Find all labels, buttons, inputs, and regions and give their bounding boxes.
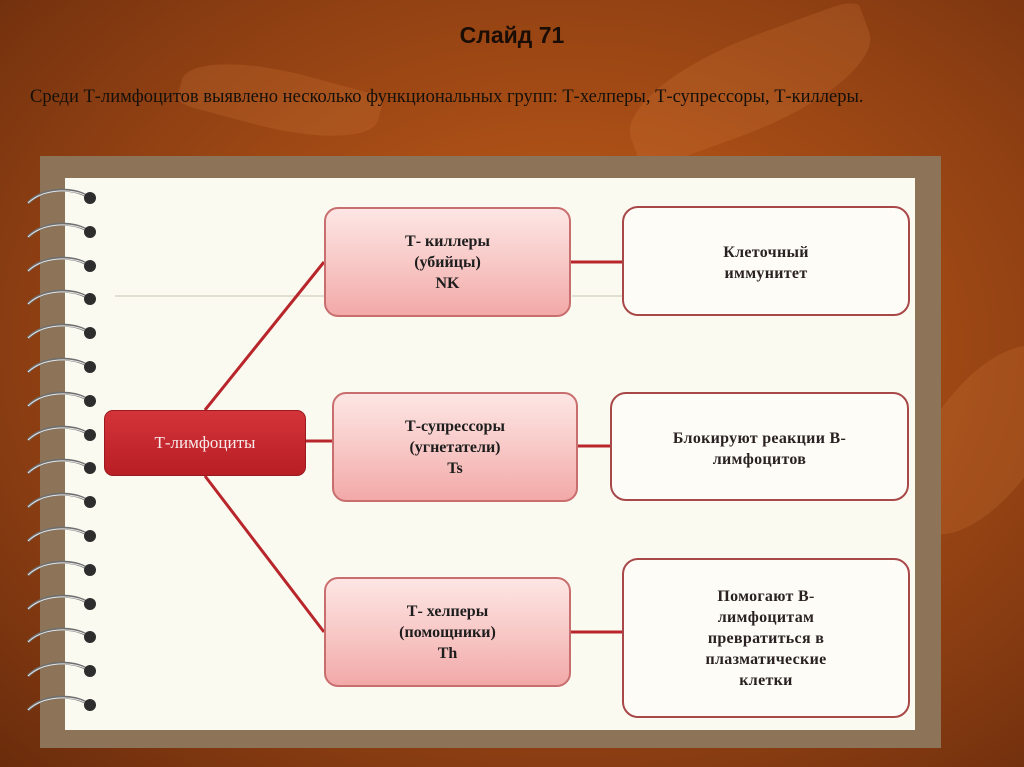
type-line: (помощники) — [399, 623, 496, 641]
type-line: (убийцы) — [414, 253, 481, 271]
function-node-cellular-immunity — [622, 206, 910, 316]
type-node-suppressors — [332, 392, 578, 502]
type-line: (угнетатели) — [409, 438, 501, 456]
slide-title: Слайд 71 — [459, 22, 565, 48]
function-line: Блокируют реакции В- — [672, 430, 847, 447]
function-line: плазматические — [705, 650, 827, 668]
type-line: Th — [437, 644, 458, 662]
function-node-block-b-reactions — [610, 392, 909, 501]
root-node-label: Т-лимфоциты — [154, 433, 256, 452]
function-line: иммунитет — [724, 265, 808, 282]
connector-root-to-helpers — [205, 476, 324, 632]
function-line: лимфоцитам — [717, 608, 815, 626]
type-node-helpers — [324, 577, 571, 687]
slide-description: Среди Т-лимфоцитов выявлено несколько функциональных групп: Т-хелперы, Т-супрессоры, Т-киллеры. — [30, 87, 864, 107]
function-line: Помогают В- — [717, 587, 815, 605]
function-node-help-b-cells — [622, 558, 910, 718]
type-line: NK — [435, 274, 460, 292]
function-line: превратиться в — [707, 629, 825, 647]
root-node-t-lymphocytes — [104, 410, 306, 476]
connector-root-to-killers — [205, 262, 324, 410]
type-line: Ts — [447, 459, 463, 477]
function-line: лимфоцитов — [712, 451, 807, 468]
type-line: Т- киллеры — [405, 232, 490, 250]
function-line: Клеточный — [723, 244, 809, 261]
type-node-killers — [324, 207, 571, 317]
function-line: клетки — [739, 671, 793, 689]
type-line: Т-супрессоры — [405, 417, 505, 435]
type-line: Т- хелперы — [406, 602, 489, 620]
